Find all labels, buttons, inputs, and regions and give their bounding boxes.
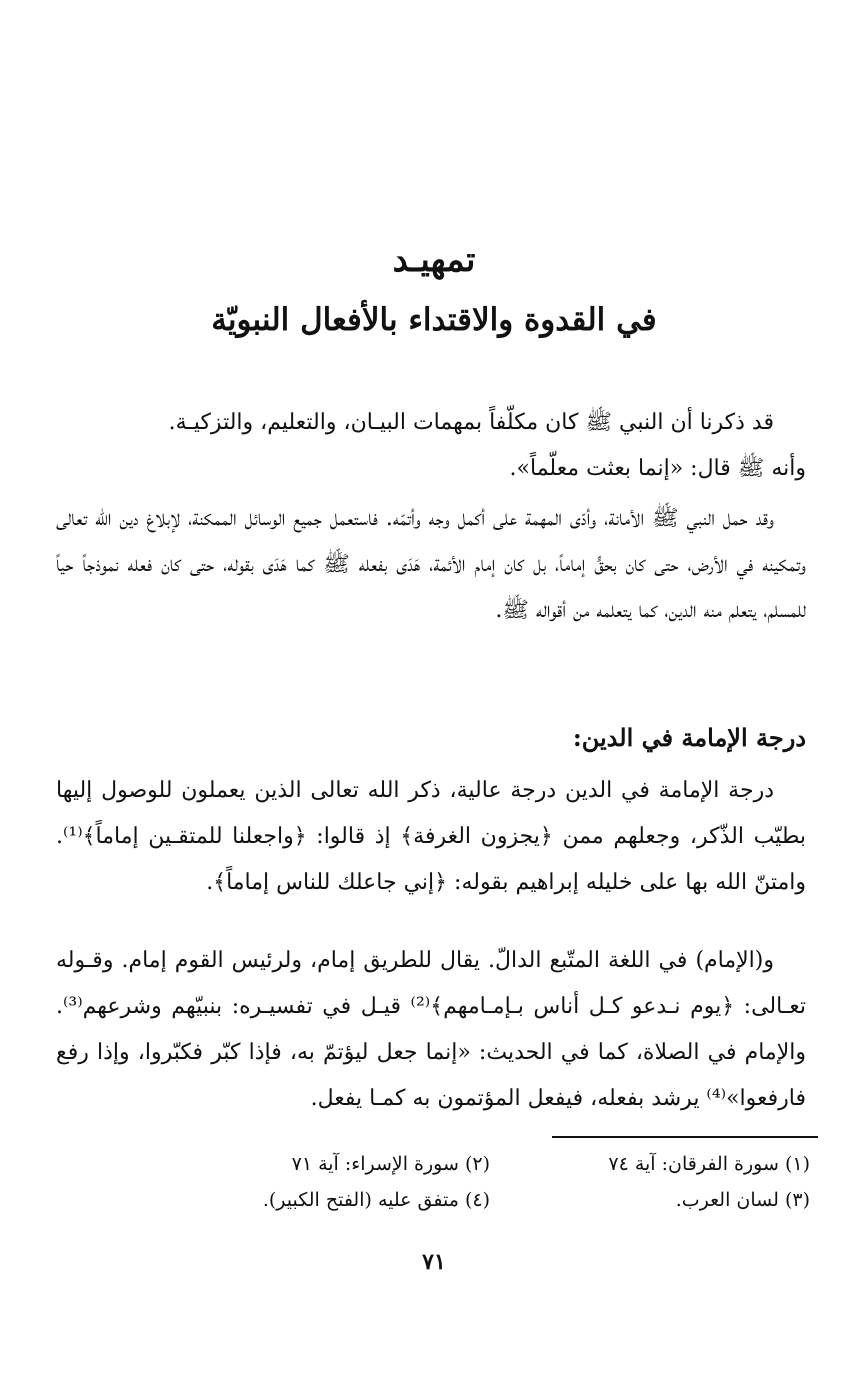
footnote-3: (٣) لسان العرب. xyxy=(675,1189,810,1211)
body-paragraph-3 xyxy=(56,768,806,906)
footnote-2: (٢) سورة الإسراء: آية ٧١ xyxy=(291,1153,490,1175)
footnote-1: (١) سورة الفرقان: آية ٧٤ xyxy=(608,1153,810,1175)
chapter-subtitle: في القدوة والاقتداء بالأفعال النبويّة xyxy=(211,302,657,338)
paragraph-3-text: درجة الإمامة في الدين درجة عالية، ذكر الله تعالى الذين يعملون للوصول إليها بطيّب الذّكر، وجعلهم ممن ﴿يجزون الغرفة﴾ إذ قالوا: ﴿واجعلنا للمتقـين إماماً﴾⁽¹⁾. وامتنّ الله بها على خليله إبراهيم بقوله: ﴿إني جاعلك للناس إماماً﴾. xyxy=(56,778,806,895)
body-paragraph-2 xyxy=(56,496,806,634)
paragraph-2-text: وقد حمل النبي ﷺ الأمانة، وأدّى المهمة على أكمل وجه وأتمّه. فاستعمل جميع الوسائل الممكنة، لإبلاغ دين الله تعالى وتمكينه في الأرض، حتى كان بحقٍّ إماماً، بل كان إمام الأئمة، هَدَى بفعله ﷺ كما هَدَى بقوله، حتى كان فعله نموذجاً حياً للمسلم، يتعلم منه الدين، كما يتعلمه من أقواله ﷺ. xyxy=(56,506,806,623)
intro-paragraph xyxy=(56,400,806,492)
body-paragraph-4 xyxy=(56,938,806,1122)
chapter-title: تمهيـد xyxy=(392,240,476,280)
footnotes xyxy=(190,1148,810,1216)
intro-line-2: وأنه ﷺ قال: «إنما بعثت معلّماً». xyxy=(509,456,806,481)
footnote-divider xyxy=(552,1136,818,1138)
page-number: ٧١ xyxy=(422,1249,446,1275)
paragraph-4-text: و(الإمام) في اللغة المتّبع الدالّ. يقال للطريق إمام، ولرئيس القوم إمام. وقـوله تعـالى: ﴿يوم نـدعو كـل أناس بـإمـامهم﴾⁽²⁾ قيـل في تفسيـره: بنبيّهم وشرعهم⁽³⁾. والإمام في الصلاة، كما في الحديث: «إنما جعل ليؤتمّ به، فإذا كبّر فكبّروا، وإذا رفع فارفعوا»⁽⁴⁾ يرشد بفعله، فيفعل المؤتمون به كمـا يفعل. xyxy=(56,948,806,1111)
section-heading: درجة الإمامة في الدين: xyxy=(572,723,806,752)
footnote-4: (٤) متفق عليه (الفتح الكبير). xyxy=(262,1189,490,1211)
intro-line-1: قد ذكرنا أن النبي ﷺ كان مكلّفاً بمهمات البيـان، والتعليم، والتزكيـة. xyxy=(168,410,774,435)
